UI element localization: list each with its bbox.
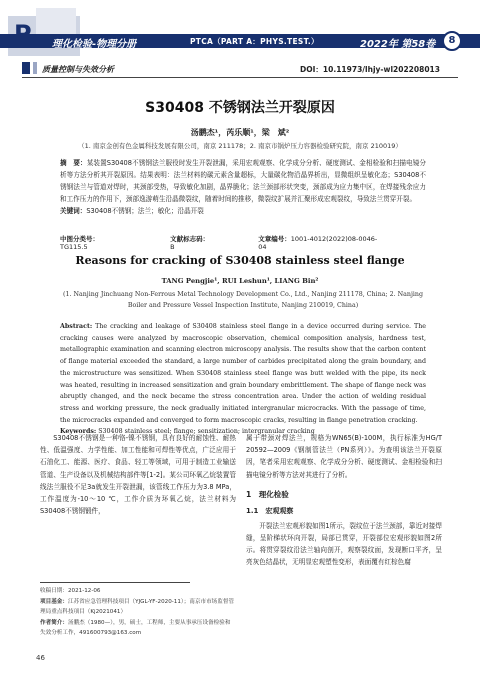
section-marker <box>22 62 30 74</box>
fund-text: 江苏省应急管理科技项目（YJGL-YF-2020-11）；南京市市场监督管理局重点科技项目（Kj2021041） <box>40 598 235 615</box>
en-abstract <box>60 321 426 438</box>
intro-paragraph: S30408不锈钢是一种铬-镍不锈钢，具有良好的耐蚀性、耐热性、低温强度、力学性能、加工性能和可焊性等优点，广泛应用于石油化工、能源、医疗、食品、轻工等领域，可用于制造工业输送管道、生产设备以及机械结构部件等[1-2]。某公司环氧乙烷装置管线法兰服役不足3a就发生开裂泄漏，该管线工作压力为3.8 MPa，工作温度为-10～10 ℃，工作介质为环氧乙烷，法兰材料为S30408不锈钢锻件， <box>40 434 236 516</box>
doc-code-label: 文献标志码： <box>170 235 210 243</box>
section-title: 质量控制与失效分析 <box>42 65 114 74</box>
heading-macro-observation: 1.1 宏观观察 <box>246 506 294 515</box>
cn-keywords: S30408不锈钢；法兰；敏化；沿晶开裂 <box>86 207 204 215</box>
article-number-label: 文章编号： <box>258 235 291 243</box>
fund-label: 项目基金： <box>40 598 68 605</box>
article-number-value: 1001-4012(2022)08-0046-04 <box>258 235 378 251</box>
year-volume: 2022年 第58卷 <box>360 39 436 50</box>
clc-label: 中图分类号： <box>60 235 99 243</box>
issue-number: 8 <box>442 31 462 51</box>
footnote <box>40 586 236 639</box>
body-left-column <box>40 432 236 517</box>
received-date: 收稿日期：2021-12-06 <box>40 588 101 594</box>
en-keywords-label: Keywords: <box>60 428 97 436</box>
doc-code-value: B <box>170 243 175 251</box>
en-abstract-label: Abstract: <box>60 323 93 330</box>
cn-abstract-label: 摘 要： <box>60 159 87 167</box>
journal-name: PTCA（PART A：PHYS.TEST.） <box>190 37 319 46</box>
clc-value: TG115.5 <box>60 243 88 251</box>
header-rule <box>22 77 458 78</box>
doi-text: DOI：10.11973/lhjy-wl202208013 <box>300 65 440 74</box>
intro-continued: 属于带颈对焊法兰，规格为WN65(B)-100M，执行标准为HG/T 20592—2009《钢制管法兰（PN系列）》。为查明该法兰开裂原因，笔者采用宏观观察、化学成分分析、硬度测试、金相检验和扫描电镜分析等方法对其进行了分析。 <box>246 434 442 479</box>
section-marker-light <box>33 62 37 74</box>
body-right-column <box>246 432 442 569</box>
en-authors: TANG Pengjie¹, RUI Leshun¹, LIANG Bin² <box>161 277 319 285</box>
en-title: Reasons for cracking of S30408 stainless steel flange <box>75 254 405 267</box>
cn-authors: 汤鹏杰¹，芮乐顺¹，梁 斌² <box>190 128 290 137</box>
page-number: 46 <box>36 654 45 662</box>
heading-physical-chemical-test: 1 理化检验 <box>246 489 289 499</box>
en-keywords: S30408 stainless steel; flange; sensitization; intergranular cracking <box>98 428 315 436</box>
cn-affiliation: （1. 南京金创有色金属科技发展有限公司，南京 211178；2. 南京市锅炉压力容器检验研究院，南京 210019） <box>78 142 402 150</box>
cn-classification <box>60 234 426 251</box>
cn-keywords-label: 关键词： <box>60 207 87 215</box>
journal-brand: 理化检验-物理分册 <box>52 39 137 50</box>
author-intro-text: 汤鹏杰（1980—），男，硕士，工程师，主要从事承压设备检验和失效分析工作，491600793@163.com <box>40 619 231 636</box>
cn-title: S30408 不锈钢法兰开裂原因 <box>145 100 335 116</box>
footnote-rule <box>40 582 190 583</box>
macro-paragraph: 开裂法兰宏观形貌如图1所示，裂纹位于法兰颈部，靠近对接焊缝，呈阶梯状环向开裂，局部已贯穿，开裂部位宏观形貌如图2所示。将贯穿裂纹沿法兰轴向剖开，观察裂纹面，发现断口平齐，呈亮灰色结晶状，无明显宏观塑性变形，表面覆有红棕色腐 <box>246 521 442 567</box>
en-affiliation: (1. Nanjing Jinchuang Non-Ferrous Metal Technology Development Co., Ltd., Nanjing 211178, China; 2. Nanjing Boiler and Pressure Vessel Inspection Institute, Nanjing 210019, China) <box>62 291 424 309</box>
cn-abstract <box>60 157 426 217</box>
cn-abstract-text: 某装置S30408不锈钢法兰服役时发生开裂泄漏，采用宏观观察、化学成分分析、硬度测试、金相检验和扫描电镜分析等方法分析其开裂原因。结果表明：法兰材料的碳元素含量超标，大量碳化物沿晶界析出，显微组织呈敏化态；S30408不锈钢法兰与管道对焊时，其颈部受热，导致敏化加剧，晶界脆化；法兰颈部形状突变，颈部成为应力集中区，在焊接残余应力和工作压力的作用下，颈部逸游萌生沿晶微裂纹，随着时间的推移，微裂纹扩展并汇聚形成宏观裂纹，导致法兰贯穿开裂。 <box>60 159 426 203</box>
en-abstract-text: The cracking and leakage of S30408 stainless steel flange in a device occurred during service. The cracking causes were analyzed by macroscopic observation, chemical composition analysis, hardness test, metallographic examination and scanning electron microscopy analysis. The results show that the carbon content of flange material exceeded the standard, a large number of carbides precipitated along the grain boundary, and the microstructure was sensitized. When S30408 stainless steel flange was butt welded with the pipe, its neck was heated, resulting in increased sensitization and grain boundary embrittlement. The shape of flange neck was abruptly changed, and the neck became the stress concentration area. Under the action of welding residual stress and working pressure, the neck gradually initiated intergranular microcracks. With the passage of time, the microcracks expanded and converged to form macroscopic cracks, resulting in flange penetration cracking. <box>60 323 426 424</box>
author-intro-label: 作者简介： <box>40 619 68 626</box>
